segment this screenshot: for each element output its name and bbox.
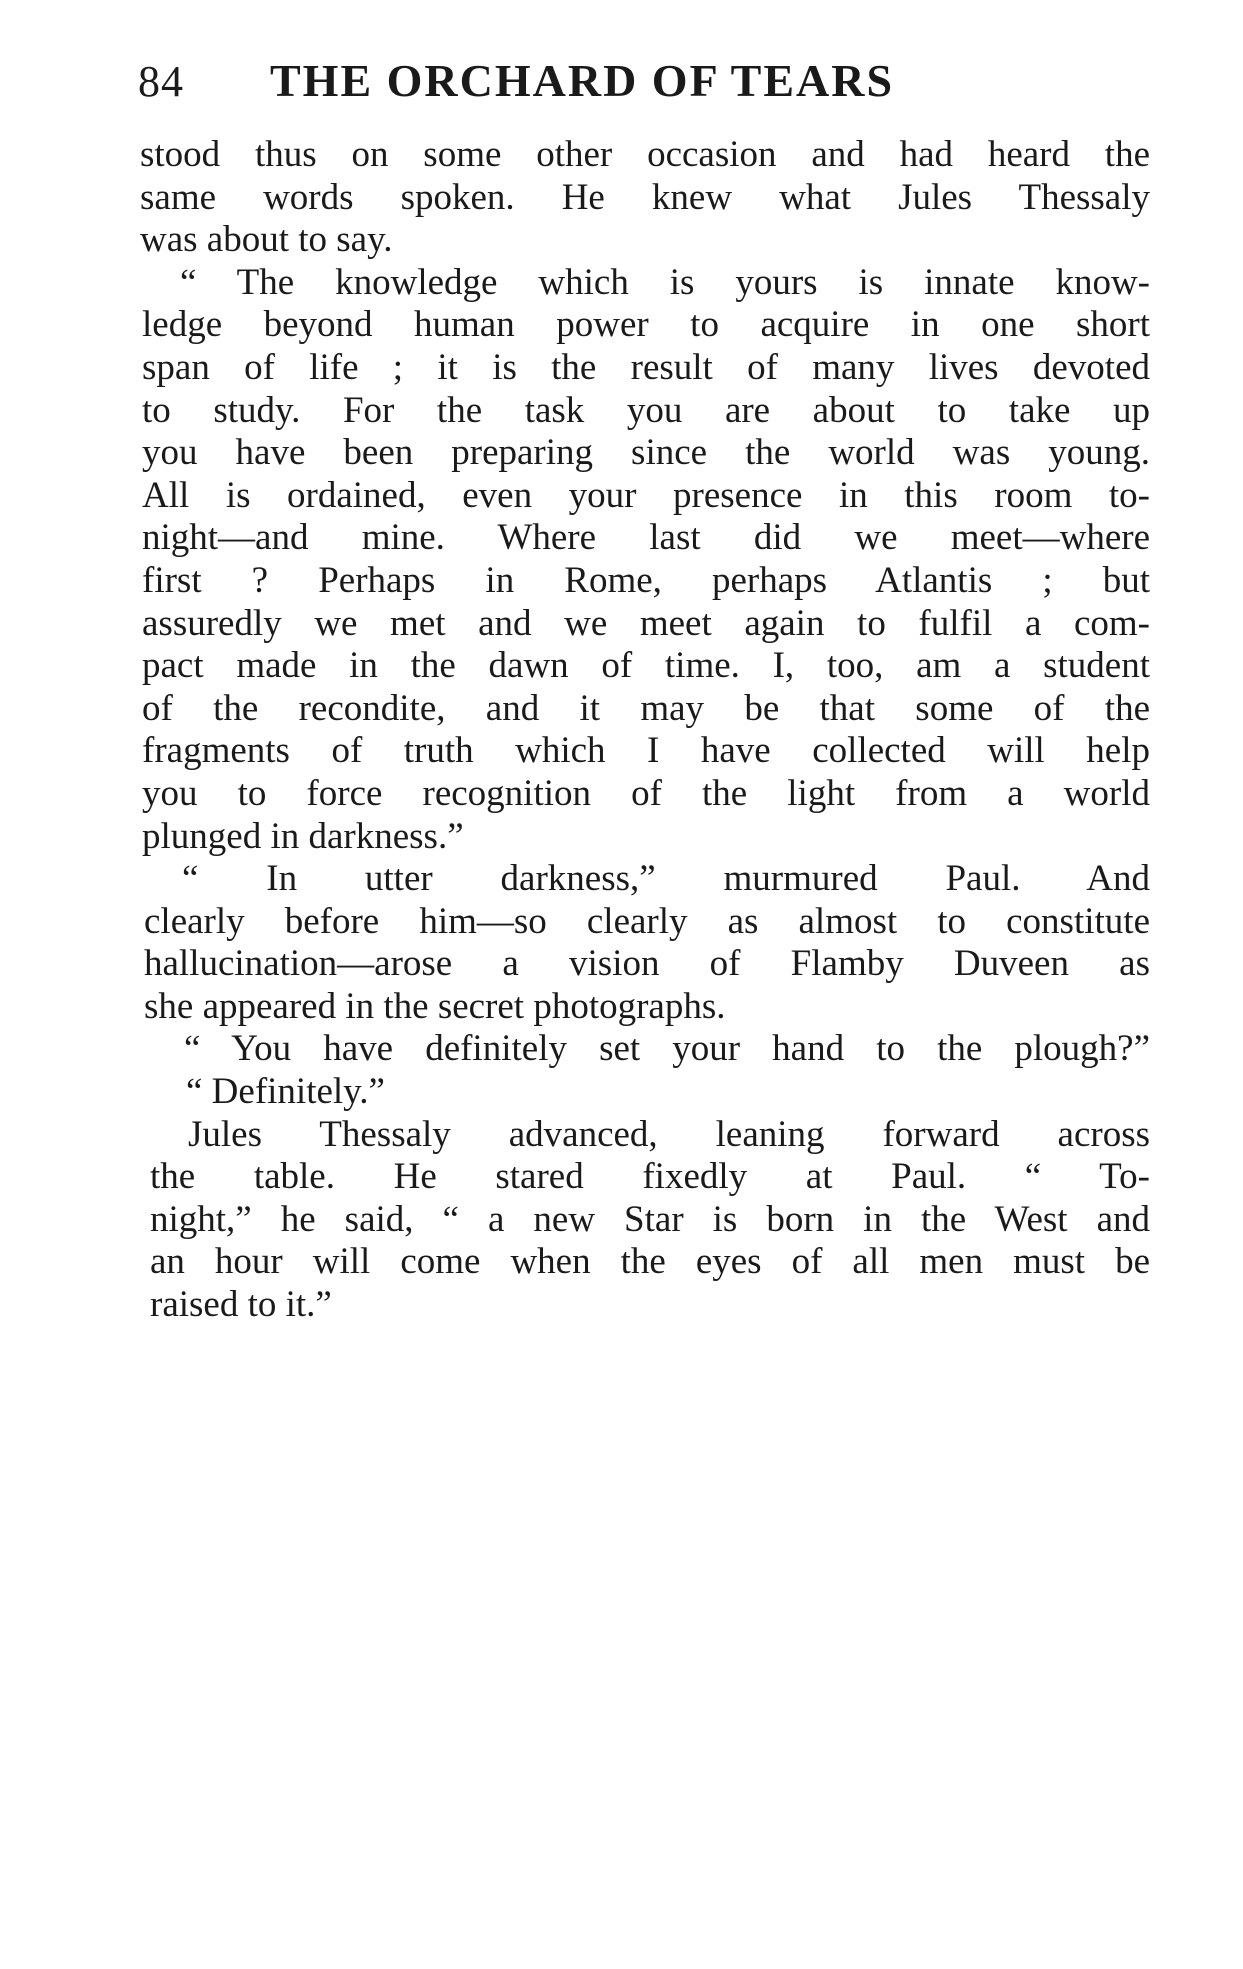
text-line: first ? Perhaps in Rome, perhaps Atlantis ; but [142,559,1150,601]
text-line: span of life ; it is the result of many lives devoted [142,346,1150,388]
text-line: plunged in darkness.” [142,815,464,857]
paragraph [140,262,1150,858]
text-line: stood thus on some other occasion and had heard the [140,134,1150,175]
text-line: you to force recognition of the light from a world [142,772,1150,814]
text-line: Jules Thessaly advanced, leaning forward across [188,1113,1150,1155]
paragraph [140,1071,1150,1114]
text-line: ledge beyond human power to acquire in one short [142,304,1150,346]
paragraph [140,858,1150,1028]
text-line: was about to say. [140,219,393,261]
text-line: same words spoken. He knew what Jules Thessaly [140,176,1150,218]
paragraph [140,1028,1150,1071]
text-line: fragments of truth which I have collected will help [142,730,1150,772]
page-number: 84 [138,57,184,106]
text-line: “ The knowledge which is yours is innate know- [180,261,1150,303]
text-line: “ In utter darkness,” murmured Paul. And [182,858,1150,900]
text-line: the table. He stared fixedly at Paul. “ To- [150,1156,1150,1198]
running-title: THE ORCHARD OF TEARS [270,55,895,106]
text-line: of the recondite, and it may be that some of the [142,687,1150,729]
text-line: “ Definitely.” [186,1071,385,1113]
text-line: pact made in the dawn of time. I, too, am a student [142,645,1150,687]
text-line: clearly before him—so clearly as almost to constitute [144,900,1150,942]
text-line: night—and mine. Where last did we meet—where [142,517,1150,559]
text-line: night,” he said, “ a new Star is born in the West and [150,1198,1150,1240]
paragraph [140,1114,1150,1327]
paragraph [140,134,1150,262]
text-line: to study. For the task you are about to take up [142,389,1150,431]
text-line: an hour will come when the eyes of all men must be [150,1241,1150,1283]
text-line: raised to it.” [150,1284,332,1326]
text-line: you have been preparing since the world was young. [142,432,1150,474]
text-line: she appeared in the secret photographs. [144,985,726,1027]
body-text [140,134,1150,1327]
text-line: “ You have definitely set your hand to the plough?” [184,1028,1150,1070]
text-line: All is ordained, even your presence in this room to- [142,474,1150,516]
text-line: hallucination—arose a vision of Flamby Duveen as [144,943,1150,985]
page-header [138,52,1138,122]
text-line: assuredly we met and we meet again to fulfil a com- [142,602,1150,644]
